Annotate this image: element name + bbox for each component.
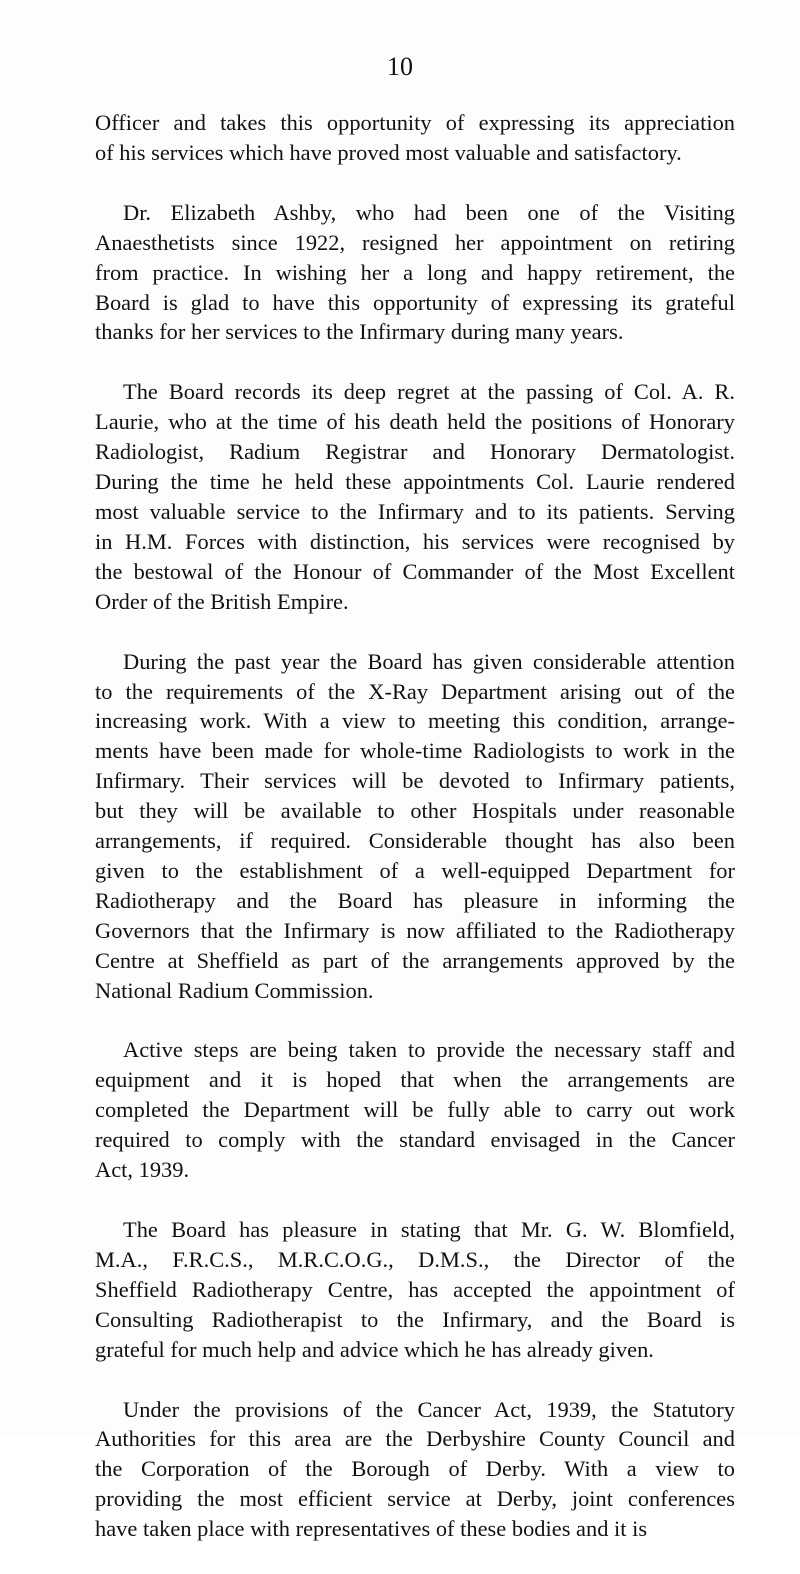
text-line: The Board has pleasure in stating that Mr. G. W. Blomfield, xyxy=(123,1217,735,1242)
text-line: Under the provisions of the Cancer Act, 1939, the Statutory xyxy=(123,1396,735,1422)
text-line: the bestowal of the Honour of Commander of the Most Excellent xyxy=(95,558,735,584)
text-line: Centre at Sheffield as part of the arrangements approved by the xyxy=(95,947,735,973)
text-line: Sheffield Radiotherapy Centre, has accepted the appointment of xyxy=(95,1276,735,1302)
text-line: providing the most efficient service at Derby, joint conferences xyxy=(95,1486,735,1512)
text-line: grateful for much help and advice which he has already given. xyxy=(95,1336,654,1362)
text-line: equipment and it is hoped that when the arrangements are xyxy=(95,1067,735,1093)
text-line: The Board records its deep regret at the passing of Col. A. R. xyxy=(123,379,735,405)
text-line: Radiologist, Radium Registrar and Honorary Dermatologist. xyxy=(95,439,735,465)
text-line: Act, 1939. xyxy=(95,1157,190,1183)
text-line: have taken place with representatives of these bodies and it is xyxy=(95,1516,648,1542)
body-text xyxy=(95,108,735,1574)
text-line: given to the establishment of a well-equipped Department for xyxy=(95,857,735,883)
text-line: National Radium Commission. xyxy=(95,977,374,1003)
text-line: completed the Department will be fully able to carry out work xyxy=(95,1097,735,1123)
text-line: Governors that the Infirmary is now affiliated to the Radiotherapy xyxy=(95,917,735,943)
paragraph xyxy=(95,1035,735,1185)
text-line: required to comply with the standard envisaged in the Cancer xyxy=(95,1127,735,1153)
text-line: Board is glad to have this opportunity of expressing its grateful xyxy=(95,289,735,315)
text-line: Authorities for this area are the Derbyshire County Council and xyxy=(95,1426,735,1452)
text-line: ments have been made for whole-time Radiologists to work in the xyxy=(95,738,735,764)
text-line: of his services which have proved most valuable and satisfactory. xyxy=(95,139,682,165)
text-line: in H.M. Forces with distinction, his services were recognised by xyxy=(95,528,735,554)
text-line: Active steps are being taken to provide the necessary staff and xyxy=(123,1037,735,1063)
text-line: Consulting Radiotherapist to the Infirmary, and the Board is xyxy=(95,1306,735,1332)
text-line: thanks for her services to the Infirmary during many years. xyxy=(95,319,624,345)
text-line: Anaesthetists since 1922, resigned her appointment on retiring xyxy=(95,229,735,255)
text-line: arrangements, if required. Considerable thought has also been xyxy=(95,828,735,854)
text-line: Laurie, who at the time of his death held the positions of Honorary xyxy=(95,409,735,435)
paragraph xyxy=(95,1395,735,1545)
text-line: from practice. In wishing her a long and happy retirement, the xyxy=(95,259,735,285)
paragraph xyxy=(95,108,735,168)
text-line: Dr. Elizabeth Ashby, who had been one of the Visiting xyxy=(123,199,735,225)
page-number: 10 xyxy=(387,52,413,81)
text-line: Infirmary. Their services will be devoted to Infirmary patients, xyxy=(95,768,735,794)
paragraph xyxy=(95,647,735,1006)
text-line: During the past year the Board has given considerable attention xyxy=(123,648,735,674)
text-line: During the time he held these appointments Col. Laurie rendered xyxy=(95,469,735,495)
text-line: but they will be available to other Hospitals under reasonable xyxy=(95,798,735,824)
text-line: M.A., F.R.C.S., M.R.C.O.G., D.M.S., the Director of the xyxy=(95,1246,735,1272)
text-line: the Corporation of the Borough of Derby. With a view to xyxy=(95,1456,735,1482)
text-line: Radiotherapy and the Board has pleasure in informing the xyxy=(95,887,735,913)
paragraph xyxy=(95,198,735,348)
text-line: Order of the British Empire. xyxy=(95,588,349,614)
text-line: to the requirements of the X-Ray Department arising out of the xyxy=(95,678,735,704)
text-line: Officer and takes this opportunity of expressing its appreciation xyxy=(95,110,735,135)
paragraph xyxy=(95,1215,735,1365)
text-line: most valuable service to the Infirmary and to its patients. Serving xyxy=(95,498,735,524)
paragraph xyxy=(95,377,735,616)
text-line: increasing work. With a view to meeting this condition, arrange- xyxy=(95,708,735,734)
